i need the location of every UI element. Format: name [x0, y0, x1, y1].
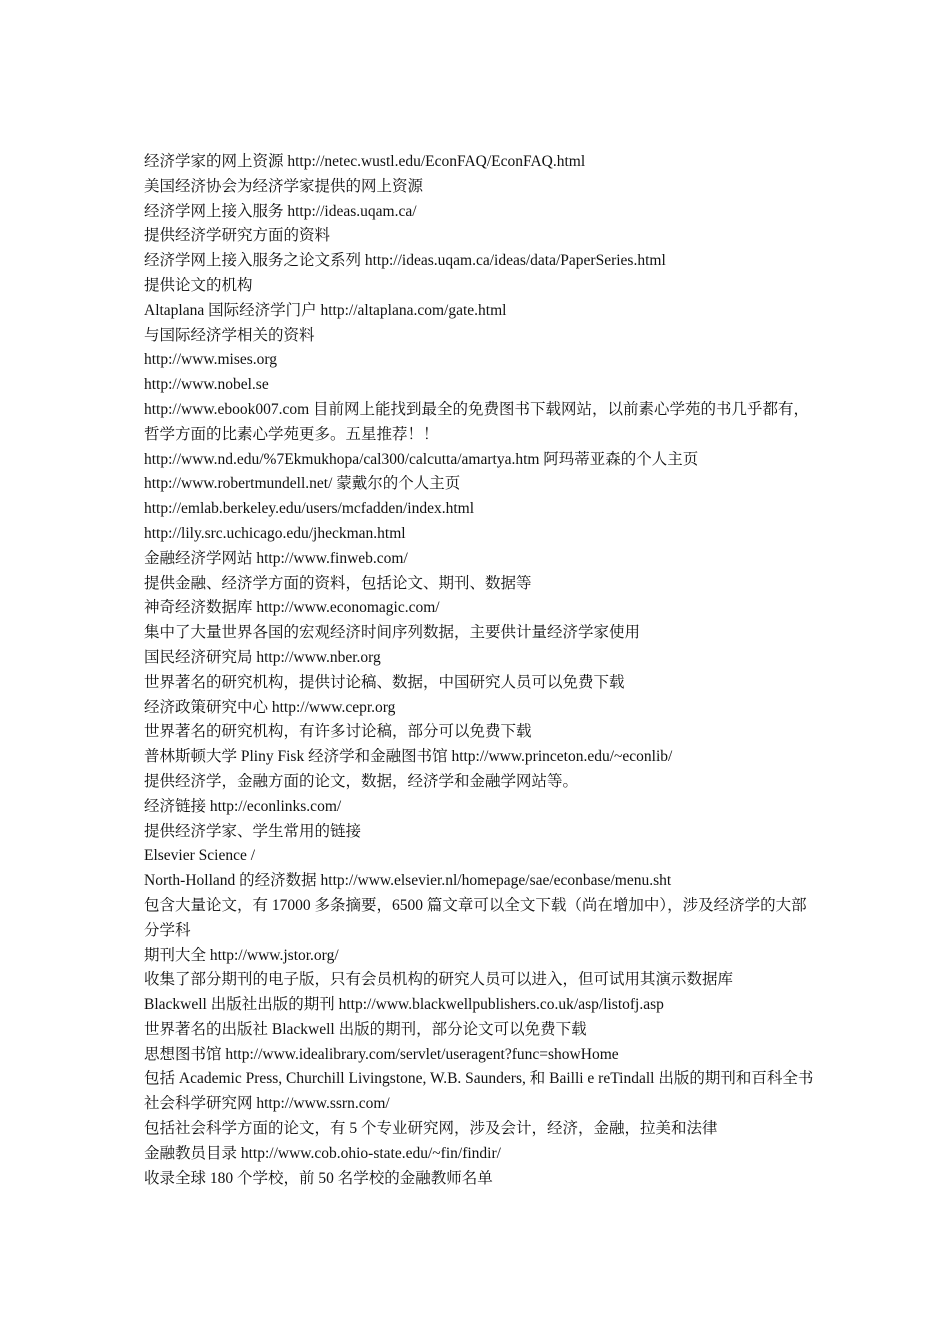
text-line: 经济学网上接入服务之论文系列 http://ideas.uqam.ca/ideas/data/PaperSeries.html: [144, 252, 666, 270]
text-line: 收录全球 180 个学校，前 50 名学校的金融教师名单: [144, 1169, 493, 1187]
text-line: 与国际经济学相关的资料: [144, 326, 315, 344]
text-line: 思想图书馆 http://www.idealibrary.com/servlet/useragent?func=showHome: [144, 1045, 619, 1063]
text-line: http://www.ebook007.com 目前网上能找到最全的免费图书下载网站，以前素心学苑的书几乎都有，哲学方面的比素心学苑更多。五星推荐！！: [144, 400, 810, 443]
text-line: http://www.robertmundell.net/ 蒙戴尔的个人主页: [144, 475, 461, 493]
text-line: 经济学网上接入服务 http://ideas.uqam.ca/: [144, 202, 417, 220]
text-line: http://lily.src.uchicago.edu/jheckman.html: [144, 524, 406, 542]
text-line: http://emlab.berkeley.edu/users/mcfadden/index.html: [144, 500, 474, 518]
text-line: http://www.nobel.se: [144, 376, 269, 394]
text-line: North-Holland 的经济数据 http://www.elsevier.nl/homepage/sae/econbase/menu.sht: [144, 872, 672, 890]
text-line: 提供经济学家、学生常用的链接: [144, 822, 362, 840]
text-line: 社会科学研究网 http://www.ssrn.com/: [144, 1095, 390, 1113]
text-line: 经济链接 http://econlinks.com/: [144, 797, 342, 815]
text-line: 世界著名的研究机构，有许多讨论稿，部分可以免费下载: [144, 723, 532, 741]
text-line: 普林斯顿大学 Pliny Fisk 经济学和金融图书馆 http://www.princeton.edu/~econlib/: [144, 748, 673, 766]
text-line: 包含大量论文，有 17000 多条摘要，6500 篇文章可以全文下载（尚在增加中），涉及经济学的大部分学科: [144, 896, 807, 939]
text-line: 金融教员目录 http://www.cob.ohio-state.edu/~fin/findir/: [144, 1144, 501, 1162]
text-line: Blackwell 出版社出版的期刊 http://www.blackwellpublishers.co.uk/asp/listofj.asp: [144, 996, 664, 1014]
text-line: 提供经济学研究方面的资料: [144, 227, 331, 245]
text-line: 集中了大量世界各国的宏观经济时间序列数据，主要供计量经济学家使用: [144, 624, 641, 642]
text-line: 金融经济学网站 http://www.finweb.com/: [144, 549, 408, 567]
text-line: http://www.mises.org: [144, 351, 278, 369]
text-line: 提供经济学，金融方面的论文，数据，经济学和金融学网站等。: [144, 772, 579, 790]
text-line: 神奇经济数据库 http://www.economagic.com/: [144, 599, 440, 617]
text-line: Elsevier Science /: [144, 847, 256, 865]
text-line: 包括 Academic Press, Churchill Livingstone, W.B. Saunders, 和 Bailli e reTindall 出版的期刊和百科全书: [144, 1070, 814, 1088]
text-line: 提供论文的机构: [144, 276, 253, 294]
text-line: Altaplana 国际经济学门户 http://altaplana.com/gate.html: [144, 301, 507, 319]
text-line: 国民经济研究局 http://www.nber.org: [144, 648, 381, 666]
text-line: 收集了部分期刊的电子版，只有会员机构的研究人员可以进入，但可试用其演示数据库: [144, 971, 734, 989]
document-body: [144, 150, 814, 1191]
text-line: 世界著名的研究机构，提供讨论稿、数据，中国研究人员可以免费下载: [144, 673, 625, 691]
text-line: 经济学家的网上资源 http://netec.wustl.edu/EconFAQ/EconFAQ.html: [144, 153, 586, 170]
text-line: 美国经济协会为经济学家提供的网上资源: [144, 177, 424, 195]
text-line: 世界著名的出版社 Blackwell 出版的期刊，部分论文可以免费下载: [144, 1020, 587, 1038]
text-line: 期刊大全 http://www.jstor.org/: [144, 946, 339, 964]
text-line: 提供金融、经济学方面的资料，包括论文、期刊、数据等: [144, 574, 532, 592]
text-line: http://www.nd.edu/%7Ekmukhopa/cal300/calcutta/amartya.htm 阿玛蒂亚森的个人主页: [144, 450, 699, 468]
text-line: 包括社会科学方面的论文，有 5 个专业研究网，涉及会计，经济，金融，拉美和法律: [144, 1120, 718, 1138]
text-line: 经济政策研究中心 http://www.cepr.org: [144, 698, 396, 716]
